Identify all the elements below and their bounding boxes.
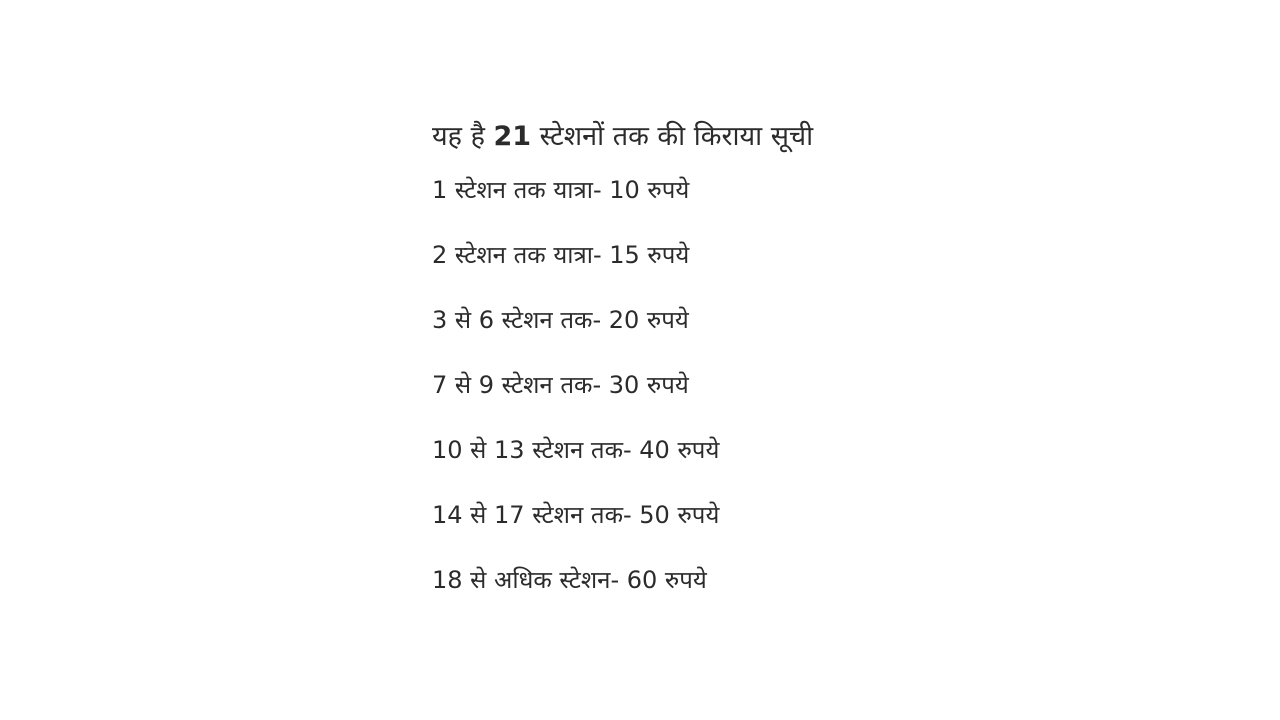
fare-item-18-plus-stations: 18 से अधिक स्टेशन- 60 रुपये — [432, 566, 707, 594]
fare-list — [432, 178, 1252, 592]
fare-item-10-to-13-stations: 10 से 13 स्टेशन तक- 40 रुपये — [432, 436, 720, 464]
title-prefix: यह है — [432, 121, 494, 152]
fare-item-7-to-9-stations: 7 से 9 स्टेशन तक- 30 रुपये — [432, 371, 689, 399]
title-suffix: स्टेशनों तक की किराया सूची — [531, 121, 814, 152]
fare-item-2-stations: 2 स्टेशन तक यात्रा- 15 रुपये — [432, 241, 690, 269]
fare-document — [432, 116, 1252, 633]
fare-item-14-to-17-stations: 14 से 17 स्टेशन तक- 50 रुपये — [432, 501, 720, 529]
fare-item-1-station: 1 स्टेशन तक यात्रा- 10 रुपये — [432, 176, 690, 204]
title-station-count: 21 — [493, 121, 532, 152]
fare-item-3-to-6-stations: 3 से 6 स्टेशन तक- 20 रुपये — [432, 306, 689, 334]
page-title — [432, 116, 1252, 158]
